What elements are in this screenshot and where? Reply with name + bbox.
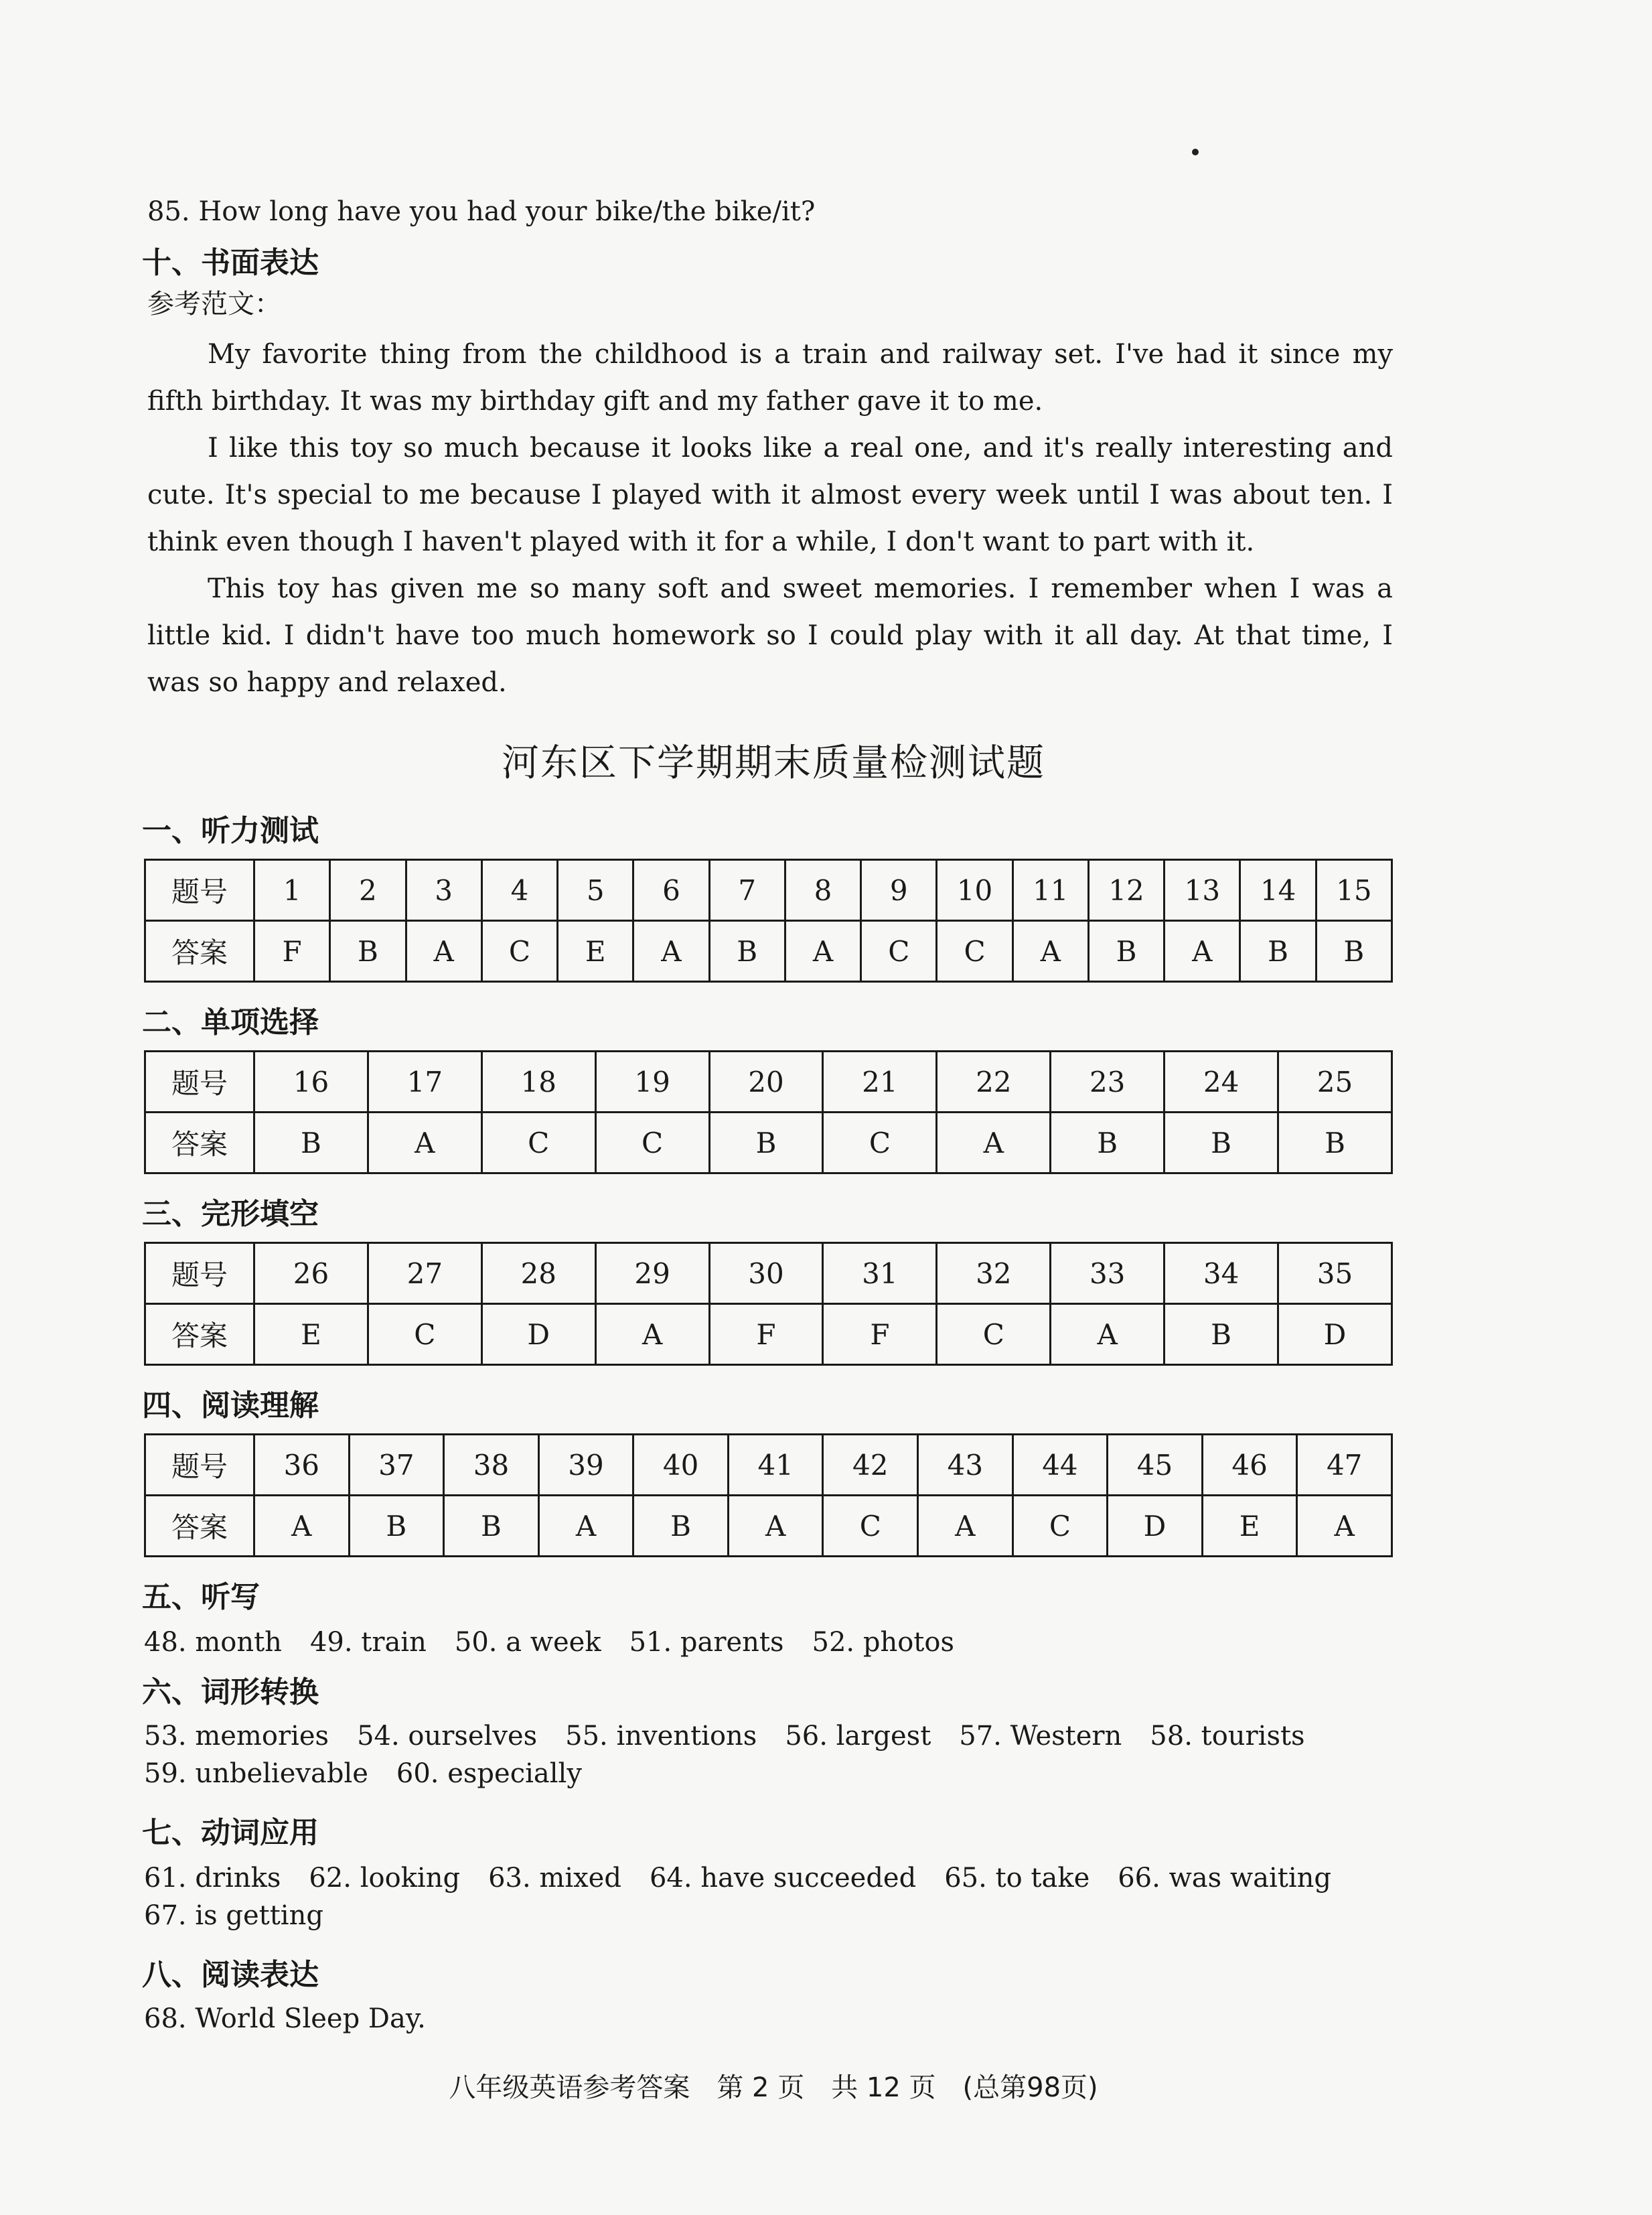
answer-cell: B <box>633 1496 729 1557</box>
answer-cell: B <box>349 1496 444 1557</box>
answer-row <box>145 1304 1392 1365</box>
answer-cell: D <box>1108 1496 1203 1557</box>
question-number: 46 <box>1202 1435 1297 1496</box>
answer-item: 65. to take <box>944 1863 1090 1894</box>
prev-answer-85: 85. How long have you had your bike/the bike/it? <box>147 196 816 227</box>
section1-table <box>144 859 1393 983</box>
section10-heading: 十、书面表达 <box>142 246 319 280</box>
answer-cell: B <box>1088 921 1164 982</box>
sample-essay <box>147 331 1393 706</box>
answer-item: 61. drinks <box>144 1863 281 1894</box>
question-number: 6 <box>633 860 709 921</box>
number-row <box>145 860 1392 921</box>
question-number: 9 <box>861 860 937 921</box>
answer-item: 51. parents <box>629 1627 784 1658</box>
answer-cell: C <box>823 1113 937 1173</box>
question-number: 16 <box>254 1052 368 1113</box>
question-number: 47 <box>1297 1435 1392 1496</box>
question-number: 22 <box>937 1052 1051 1113</box>
answer-label: 答案 <box>145 1304 254 1365</box>
answer-cell: B <box>1240 921 1316 982</box>
answer-item: 55. inventions <box>565 1721 757 1752</box>
answer-line <box>144 1897 1359 1934</box>
answer-cell: A <box>918 1496 1013 1557</box>
answer-item: 54. ourselves <box>357 1721 538 1752</box>
answer-label: 答案 <box>145 921 254 982</box>
question-number: 39 <box>538 1435 633 1496</box>
answer-item: 53. memories <box>144 1721 329 1752</box>
section2-heading: 二、单项选择 <box>142 1005 319 1040</box>
question-number: 3 <box>406 860 481 921</box>
answer-cell: C <box>595 1113 709 1173</box>
answer-cell: F <box>709 1304 823 1365</box>
answer-item: 66. was waiting <box>1118 1863 1332 1894</box>
question-number: 30 <box>709 1243 823 1304</box>
section1-heading: 一、听力测试 <box>142 814 319 848</box>
answer-cell: E <box>558 921 633 982</box>
question-number: 20 <box>709 1052 823 1113</box>
section4-heading: 四、阅读理解 <box>142 1388 319 1423</box>
answer-label: 答案 <box>145 1113 254 1173</box>
question-number: 13 <box>1165 860 1240 921</box>
answer-line <box>144 1624 982 1661</box>
answer-cell: F <box>254 921 330 982</box>
question-number: 17 <box>368 1052 481 1113</box>
answer-cell: B <box>709 921 785 982</box>
answer-cell: A <box>728 1496 823 1557</box>
answer-row <box>145 1113 1392 1173</box>
answer-cell: B <box>1165 1113 1278 1173</box>
section8-items <box>144 2000 454 2038</box>
answer-cell: A <box>937 1113 1051 1173</box>
answer-cell: A <box>595 1304 709 1365</box>
answer-cell: C <box>368 1304 481 1365</box>
answer-item: 49. train <box>309 1627 427 1658</box>
section6-heading: 六、词形转换 <box>142 1675 319 1709</box>
question-number: 23 <box>1051 1052 1165 1113</box>
question-number: 45 <box>1108 1435 1203 1496</box>
question-number: 28 <box>481 1243 595 1304</box>
section2-table <box>144 1050 1393 1174</box>
answer-cell: A <box>538 1496 633 1557</box>
section3-heading: 三、完形填空 <box>142 1197 319 1231</box>
question-number: 31 <box>823 1243 937 1304</box>
essay-paragraph: My favorite thing from the childhood is a train and railway set. I've had it since my fifth birthday. It was my birthday gift and my father gave it to me. <box>147 339 1393 417</box>
answer-line <box>144 1859 1359 1897</box>
question-number: 42 <box>823 1435 918 1496</box>
answer-cell: A <box>1012 921 1088 982</box>
number-label: 题号 <box>145 1243 254 1304</box>
answer-row <box>145 921 1392 982</box>
answer-cell: D <box>1278 1304 1392 1365</box>
question-number: 24 <box>1165 1052 1278 1113</box>
question-number: 19 <box>595 1052 709 1113</box>
answer-cell: A <box>1165 921 1240 982</box>
answer-item: 63. mixed <box>488 1863 621 1894</box>
answer-cell: C <box>481 921 557 982</box>
answer-item: 59. unbelievable <box>144 1758 368 1789</box>
question-number: 1 <box>254 860 330 921</box>
answer-cell: C <box>823 1496 918 1557</box>
question-number: 36 <box>254 1435 350 1496</box>
answer-cell: C <box>937 1304 1051 1365</box>
answer-item: 67. is getting <box>144 1900 323 1931</box>
answer-cell: A <box>1297 1496 1392 1557</box>
answer-cell: B <box>444 1496 539 1557</box>
sample-label: 参考范文： <box>147 289 281 319</box>
question-number: 40 <box>633 1435 729 1496</box>
number-row <box>145 1052 1392 1113</box>
essay-paragraph: I like this toy so much because it looks like a real one, and it's really interesting and cute. It's special to me because I played with it almost every week until I was about ten. I think even though I haven't played with it for a while, I don't want to part with it. <box>147 433 1393 557</box>
section6-items <box>144 1717 1333 1792</box>
answer-item: 57. Western <box>959 1721 1122 1752</box>
question-number: 7 <box>709 860 785 921</box>
number-label: 题号 <box>145 1052 254 1113</box>
question-number: 26 <box>254 1243 368 1304</box>
section7-heading: 七、动词应用 <box>142 1816 319 1850</box>
answer-cell: B <box>1316 921 1392 982</box>
question-number: 43 <box>918 1435 1013 1496</box>
answer-item: 56. largest <box>785 1721 931 1752</box>
question-number: 18 <box>481 1052 595 1113</box>
number-row <box>145 1435 1392 1496</box>
question-number: 21 <box>823 1052 937 1113</box>
answer-item: 68. World Sleep Day. <box>144 2003 426 2034</box>
section5-items <box>144 1624 982 1661</box>
answer-item: 52. photos <box>812 1627 954 1658</box>
question-number: 11 <box>1012 860 1088 921</box>
question-number: 33 <box>1051 1243 1165 1304</box>
answer-line <box>144 2000 454 2038</box>
number-row <box>145 1243 1392 1304</box>
answer-line <box>144 1717 1333 1755</box>
question-number: 8 <box>785 860 860 921</box>
answer-row <box>145 1496 1392 1557</box>
question-number: 37 <box>349 1435 444 1496</box>
answer-cell: A <box>785 921 860 982</box>
answer-cell: B <box>709 1113 823 1173</box>
answer-cell: A <box>1051 1304 1165 1365</box>
section3-table <box>144 1242 1393 1366</box>
section5-heading: 五、听写 <box>142 1580 260 1614</box>
question-number: 4 <box>481 860 557 921</box>
section8-heading: 八、阅读表达 <box>142 1958 319 1992</box>
answer-cell: B <box>254 1113 368 1173</box>
question-number: 12 <box>1088 860 1164 921</box>
answer-cell: A <box>633 921 709 982</box>
question-number: 29 <box>595 1243 709 1304</box>
answer-cell: A <box>254 1496 350 1557</box>
question-number: 44 <box>1012 1435 1108 1496</box>
question-number: 5 <box>558 860 633 921</box>
answer-item: 62. looking <box>309 1863 461 1894</box>
section4-table <box>144 1433 1393 1557</box>
question-number: 15 <box>1316 860 1392 921</box>
question-number: 10 <box>937 860 1012 921</box>
answer-cell: F <box>823 1304 937 1365</box>
question-number: 14 <box>1240 860 1316 921</box>
answer-cell: C <box>1012 1496 1108 1557</box>
answer-cell: C <box>861 921 937 982</box>
question-number: 25 <box>1278 1052 1392 1113</box>
answer-cell: B <box>1165 1304 1278 1365</box>
answer-label: 答案 <box>145 1496 254 1557</box>
answer-item: 50. a week <box>454 1627 601 1658</box>
question-number: 2 <box>330 860 406 921</box>
answer-cell: B <box>1051 1113 1165 1173</box>
page-footer: 八年级英语参考答案 第 2 页 共 12 页 (总第98页) <box>449 2072 1098 2103</box>
question-number: 38 <box>444 1435 539 1496</box>
question-number: 41 <box>728 1435 823 1496</box>
question-number: 32 <box>937 1243 1051 1304</box>
answer-cell: C <box>481 1113 595 1173</box>
answer-cell: C <box>937 921 1012 982</box>
number-label: 题号 <box>145 1435 254 1496</box>
answer-cell: E <box>1202 1496 1297 1557</box>
answer-item: 58. tourists <box>1150 1721 1305 1752</box>
answer-cell: B <box>1278 1113 1392 1173</box>
question-number: 34 <box>1165 1243 1278 1304</box>
answer-item: 64. have succeeded <box>649 1863 917 1894</box>
question-number: 27 <box>368 1243 481 1304</box>
answer-line <box>144 1755 1333 1792</box>
answer-cell: B <box>330 921 406 982</box>
answer-item: 60. especially <box>396 1758 582 1789</box>
ink-dot <box>1192 149 1199 155</box>
answer-cell: A <box>406 921 481 982</box>
answer-item: 48. month <box>144 1627 282 1658</box>
answer-cell: A <box>368 1113 481 1173</box>
number-label: 题号 <box>145 860 254 921</box>
exam-title: 河东区下学期期末质量检测试题 <box>502 741 1045 785</box>
answer-cell: E <box>254 1304 368 1365</box>
essay-paragraph: This toy has given me so many soft and sweet memories. I remember when I was a little kid. I didn't have too much homework so I could play with it all day. At that time, I was so happy and relaxed. <box>147 573 1393 698</box>
answer-cell: D <box>481 1304 595 1365</box>
question-number: 35 <box>1278 1243 1392 1304</box>
section7-items <box>144 1859 1359 1934</box>
